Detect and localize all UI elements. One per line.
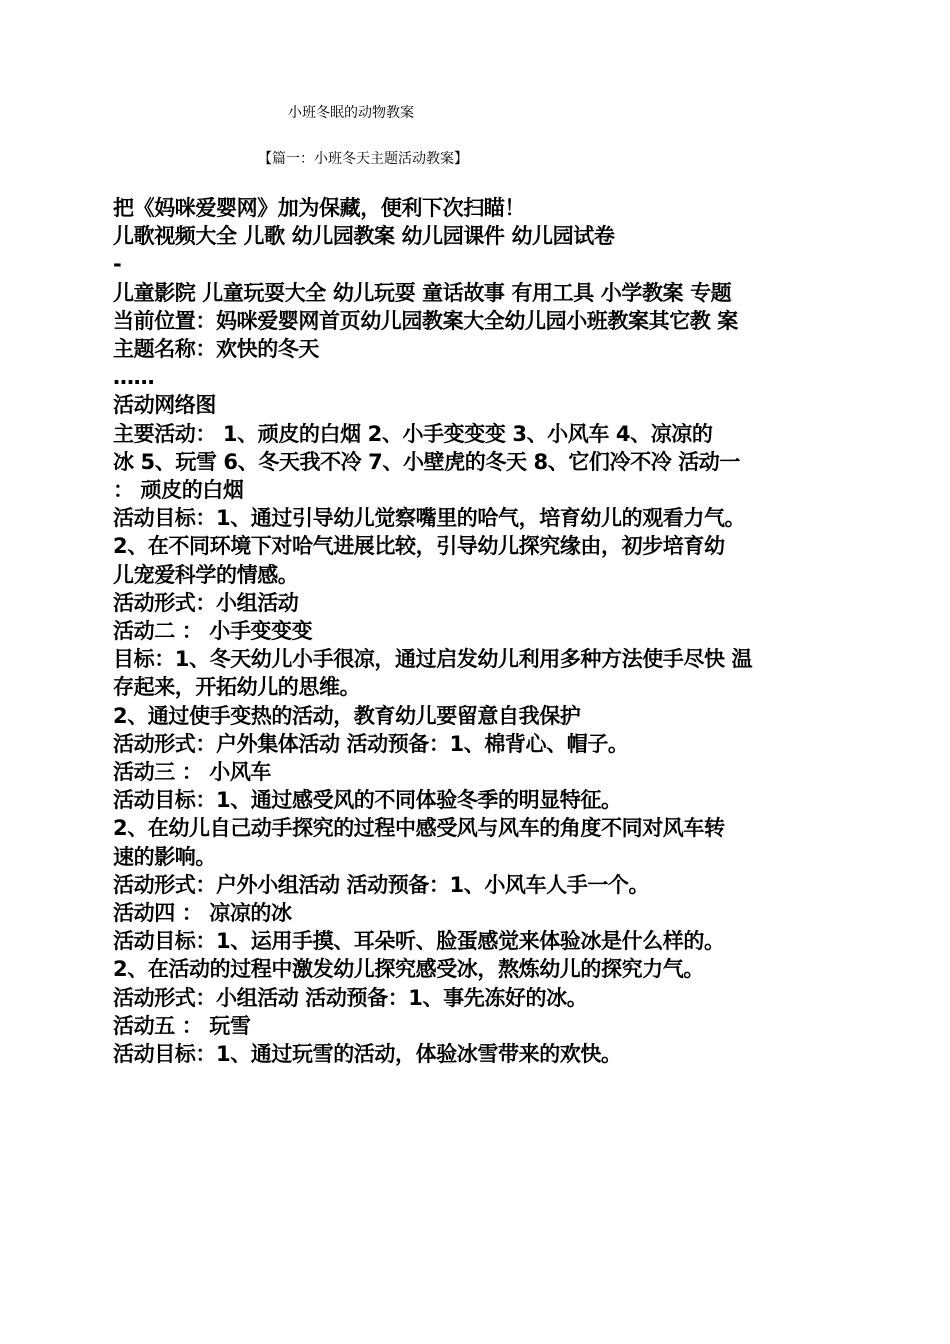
body-line: 2、在不同环境下对哈气进展比较，引导幼儿探究缘由，初步培育幼 [113, 534, 725, 559]
body-line: 儿宠爱科学的情感。 [113, 562, 299, 587]
document-title: 小班冬眠的动物教案 [288, 105, 414, 121]
body-line: 存起来，开拓幼儿的思维。 [113, 675, 361, 700]
section-title: 【篇一：小班冬天主题活动教案】 [258, 151, 468, 167]
body-line: 主要活动： 1、顽皮的白烟 2、小手变变变 3、小风车 4、凉凉的 [113, 421, 713, 446]
body-line: 把《妈咪爱婴网》加为保藏，便利下次扫瞄！ [113, 196, 525, 220]
body-line: ： 顽皮的白烟 [113, 478, 244, 503]
body-line: - [113, 252, 122, 277]
body-line: 冰 5、玩雪 6、冬天我不冷 7、小壁虎的冬天 8、它们冷不冷 活动一 [113, 449, 741, 474]
body-line: 目标：1、冬天幼儿小手很凉，通过启发幼儿利用多种方法使手尽快 温 [113, 647, 753, 672]
body-line: 2、通过使手变热的活动，教育幼儿要留意自我保护 [113, 703, 581, 728]
body-line: 活动四 ： 凉凉的冰 [113, 901, 292, 926]
body-line: 活动五 ： 玩雪 [113, 1013, 251, 1038]
document-body [113, 194, 853, 1068]
body-line: 活动目标：1、通过引导幼儿觉察嘴里的哈气，培育幼儿的观看力气。 [113, 506, 746, 531]
body-line: 活动形式：小组活动 [113, 590, 299, 615]
body-line: 活动三 ： 小风车 [113, 760, 272, 785]
body-line: …… [113, 365, 155, 390]
body-line: 活动形式：户外集体活动 活动预备：1、棉背心、帽子。 [113, 731, 629, 756]
body-line: 活动二 ： 小手变变变 [113, 619, 313, 644]
body-line: 儿童影院 儿童玩耍大全 幼儿玩耍 童话故事 有用工具 小学教案 专题 [113, 280, 732, 305]
body-line: 2、在活动的过程中激发幼儿探究感受冰，熬炼幼儿的探究力气。 [113, 957, 705, 982]
body-line: 活动目标：1、运用手摸、耳朵听、脸蛋感觉来体验冰是什么样的。 [113, 929, 725, 954]
body-line: 活动形式：小组活动 活动预备：1、事先冻好的冰。 [113, 985, 588, 1010]
body-line: 2、在幼儿自己动手探究的过程中感受风与风车的角度不同对风车转 [113, 816, 725, 841]
body-line: 活动形式：户外小组活动 活动预备：1、小风车人手一个。 [113, 872, 650, 897]
body-line: 速的影响。 [113, 844, 216, 869]
body-line: 活动目标：1、通过玩雪的活动，体验冰雪带来的欢快。 [113, 1042, 622, 1067]
body-line: 儿歌视频大全 儿歌 幼儿园教案 幼儿园课件 幼儿园试卷 [113, 224, 615, 249]
body-line: 活动目标：1、通过感受风的不同体验冬季的明显特征。 [113, 788, 622, 813]
body-line: 主题名称：欢快的冬天 [113, 337, 319, 362]
body-line: 活动网络图 [113, 393, 216, 418]
body-line: 当前位置：妈咪爱婴网首页幼儿园教案大全幼儿园小班教案其它教 案 [113, 308, 738, 333]
